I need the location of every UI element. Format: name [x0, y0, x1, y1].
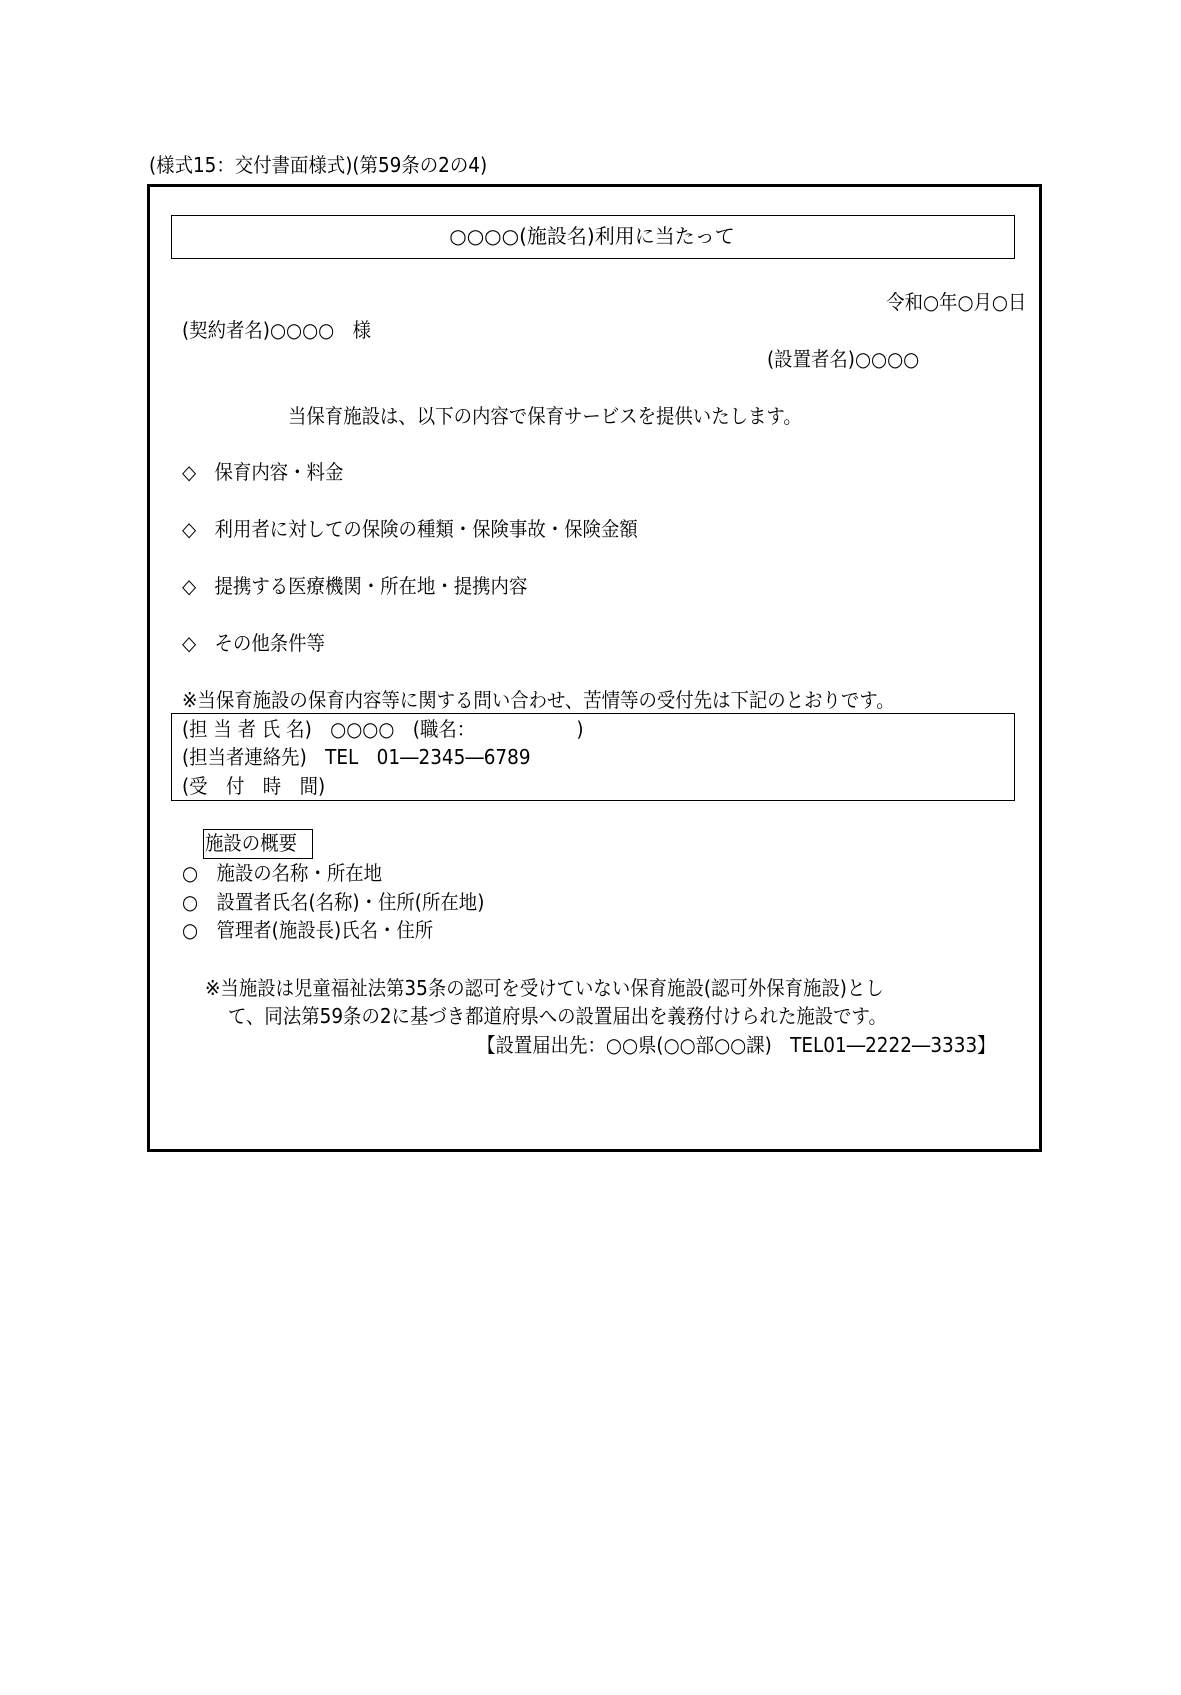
contact-line: (担 当 者 氏 名) ○○○○ (職名： ) — [182, 717, 584, 741]
overview-item: ○ 管理者(施設長)氏名・住所 — [182, 918, 434, 942]
contact-line: (受 付 時 間) — [182, 774, 326, 798]
form-header: (様式15：交付書面様式)(第59条の2の4) — [149, 153, 488, 177]
contact-line: (担当者連絡先) TEL 01―2345―6789 — [182, 745, 531, 769]
issuer: (設置者名)○○○○ — [767, 347, 920, 371]
recipient: (契約者名)○○○○ 様 — [182, 318, 371, 342]
list-item: ◇ 保育内容・料金 — [182, 460, 344, 484]
overview-item: ○ 施設の名称・所在地 — [182, 861, 383, 885]
list-item: ◇ 利用者に対しての保険の種類・保険事故・保険金額 — [182, 517, 638, 541]
intro-text: 当保育施設は、以下の内容で保育サービスを提供いたします。 — [288, 404, 802, 428]
list-item: ◇ その他条件等 — [182, 631, 325, 655]
contact-note: ※当保育施設の保育内容等に関する問い合わせ、苦情等の受付先は下記のとおりです。 — [182, 688, 895, 712]
list-item: ◇ 提携する医療機関・所在地・提携内容 — [182, 574, 528, 598]
registration-info: 【設置届出先：○○県(○○部○○課) TEL01―2222―3333】 — [477, 1033, 996, 1057]
date: 令和○年○月○日 — [885, 290, 1026, 314]
overview-heading: 施設の概要 — [205, 831, 297, 855]
document-title: ○○○○(施設名)利用に当たって — [449, 224, 735, 248]
overview-item: ○ 設置者氏名(名称)・住所(所在地) — [182, 890, 485, 914]
footer-line: ※当施設は児童福祉法第35条の認可を受けていない保育施設(認可外保育施設)とし — [205, 976, 884, 1000]
footer-line: て、同法第59条の2に基づき都道府県への設置届出を義務付けられた施設です。 — [228, 1004, 887, 1028]
